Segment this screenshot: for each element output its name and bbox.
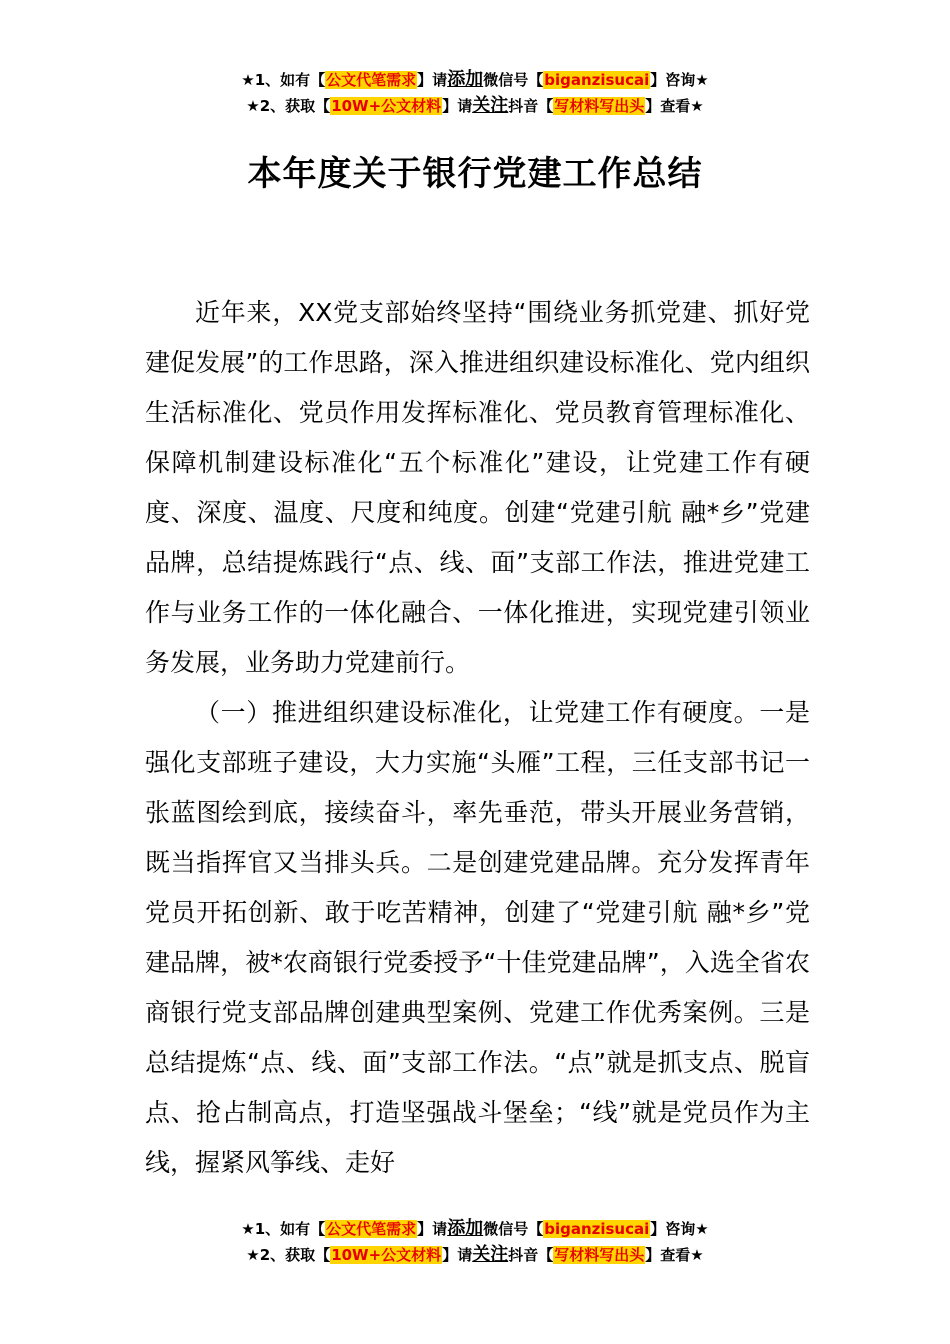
banner-line-2	[0, 1242, 950, 1268]
banner-text: 抖音【	[508, 1246, 554, 1264]
banner-highlight: 公文代笔需求	[326, 1220, 417, 1238]
header-banner	[0, 67, 950, 119]
banner-text: 】查看★	[645, 1246, 704, 1264]
banner-text: 】查看★	[645, 97, 704, 115]
banner-douyin-id: 写材料写出头	[554, 97, 645, 115]
banner-wechat-id: biganzisucai	[544, 1220, 650, 1238]
banner-text: 微信号【	[483, 1220, 544, 1238]
banner-text: 抖音【	[508, 97, 554, 115]
banner-emphasis: 添加	[447, 69, 484, 90]
banner-douyin-id: 写材料写出头	[554, 1246, 645, 1264]
banner-emphasis: 关注	[472, 95, 509, 116]
banner-line-2	[0, 93, 950, 119]
banner-text: 】请	[417, 71, 448, 89]
banner-emphasis: 关注	[472, 1244, 509, 1265]
banner-text: 】请	[417, 1220, 448, 1238]
banner-line-1	[0, 1216, 950, 1242]
footer-banner	[0, 1216, 950, 1268]
banner-text: 】咨询★	[650, 1220, 709, 1238]
banner-highlight: 10W+公文材料	[331, 1246, 442, 1264]
banner-wechat-id: biganzisucai	[544, 71, 650, 89]
banner-text: ★1、如有【	[241, 1220, 326, 1238]
banner-line-1	[0, 67, 950, 93]
paragraph-intro: 近年来，XX党支部始终坚持“围绕业务抓党建、抓好党建促发展”的工作思路，深入推进组织建设标准化、党内组织生活标准化、党员作用发挥标准化、党员教育管理标准化、保障机制建设标准化“五个标准化”建设，让党建工作有硬度、深度、温度、尺度和纯度。创建“党建引航 融*乡”党建品牌，总结提炼践行“点、线、面”支部工作法，推进党建工作与业务工作的一体化融合、一体化推进，实现党建引领业务发展，业务助力党建前行。	[145, 298, 810, 677]
banner-text: ★1、如有【	[241, 71, 326, 89]
banner-highlight: 公文代笔需求	[326, 71, 417, 89]
banner-text: 】咨询★	[650, 71, 709, 89]
banner-text: ★2、获取【	[246, 1246, 331, 1264]
paragraph-section-1: （一）推进组织建设标准化，让党建工作有硬度。一是强化支部班子建设，大力实施“头雁”工程，三任支部书记一张蓝图绘到底，接续奋斗，率先垂范，带头开展业务营销，既当指挥官又当排头兵。二是创建党建品牌。充分发挥青年党员开拓创新、敢于吃苦精神，创建了“党建引航 融*乡”党建品牌，被*农商银行党委授予“十佳党建品牌”，入选全省农商银行党支部品牌创建典型案例、党建工作优秀案例。三是总结提炼“点、线、面”支部工作法。“点”就是抓支点、脱盲点、抢占制高点，打造坚强战斗堡垒；“线”就是党员作为主线，握紧风筝线、走好	[145, 698, 810, 1177]
document-title: 本年度关于银行党建工作总结	[247, 154, 703, 194]
banner-text: 】请	[442, 97, 473, 115]
banner-highlight: 10W+公文材料	[331, 97, 442, 115]
banner-emphasis: 添加	[447, 1218, 484, 1239]
banner-text: ★2、获取【	[246, 97, 331, 115]
banner-text: 】请	[442, 1246, 473, 1264]
banner-text: 微信号【	[483, 71, 544, 89]
document-body	[145, 288, 810, 1188]
